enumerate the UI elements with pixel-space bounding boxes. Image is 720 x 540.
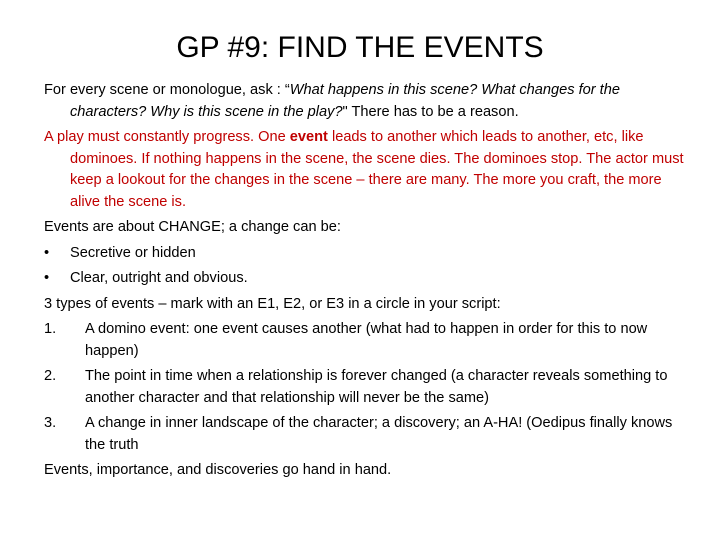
progress-paragraph bbox=[44, 127, 684, 213]
types-intro: 3 types of events – mark with an E1, E2, or E3 in a circle in your script: bbox=[44, 295, 501, 312]
slide-title: GP #9: FIND THE EVENTS bbox=[176, 31, 544, 64]
bullet-item bbox=[44, 243, 684, 265]
change-intro: Events are about CHANGE; a change can be: bbox=[44, 219, 341, 235]
bullet-marker: • bbox=[44, 270, 50, 286]
bullet-marker: • bbox=[44, 244, 50, 261]
slide-body bbox=[44, 80, 684, 486]
numbered-text: A change in inner landscape of the character; a discovery; an A-HA! (Oedipus finally knows the truth bbox=[85, 415, 673, 453]
progress-part1: A play must constantly progress. One bbox=[44, 129, 290, 145]
bullet-text: Secretive or hidden bbox=[70, 244, 196, 261]
numbered-item bbox=[44, 413, 684, 456]
number-marker: 2. bbox=[44, 368, 57, 384]
closing-line: Events, importance, and discoveries go hand in hand. bbox=[44, 462, 392, 478]
number-marker: 3. bbox=[44, 415, 57, 431]
intro-tail: " There has to be a reason. bbox=[342, 103, 519, 120]
progress-part2: leads to another which leads to another, etc, like dominoes. If nothing happens in the scene, the scene dies. The dominoes stop. The actor must keep a lookout for the changes in the scene – there are many. The more you craft, the more alive the scene is. bbox=[70, 129, 684, 210]
numbered-text: The point in time when a relationship is forever changed (a character reveals something to another character and that relationship will never be the same) bbox=[85, 368, 668, 406]
numbered-item bbox=[44, 319, 684, 362]
intro-paragraph bbox=[44, 80, 684, 123]
numbered-text: A domino event: one event causes another (what had to happen in order for this to now happen) bbox=[85, 321, 648, 359]
intro-lead: For every scene or monologue, ask : “ bbox=[44, 82, 290, 98]
number-marker: 1. bbox=[44, 321, 57, 337]
bullet-item bbox=[44, 268, 684, 290]
bullet-text: Clear, outright and obvious. bbox=[70, 270, 248, 286]
numbered-item bbox=[44, 366, 684, 409]
intro-question: What happens in this scene? What changes for the characters? Why is this scene in the play? bbox=[70, 82, 620, 120]
progress-bold-word: event bbox=[289, 129, 328, 145]
